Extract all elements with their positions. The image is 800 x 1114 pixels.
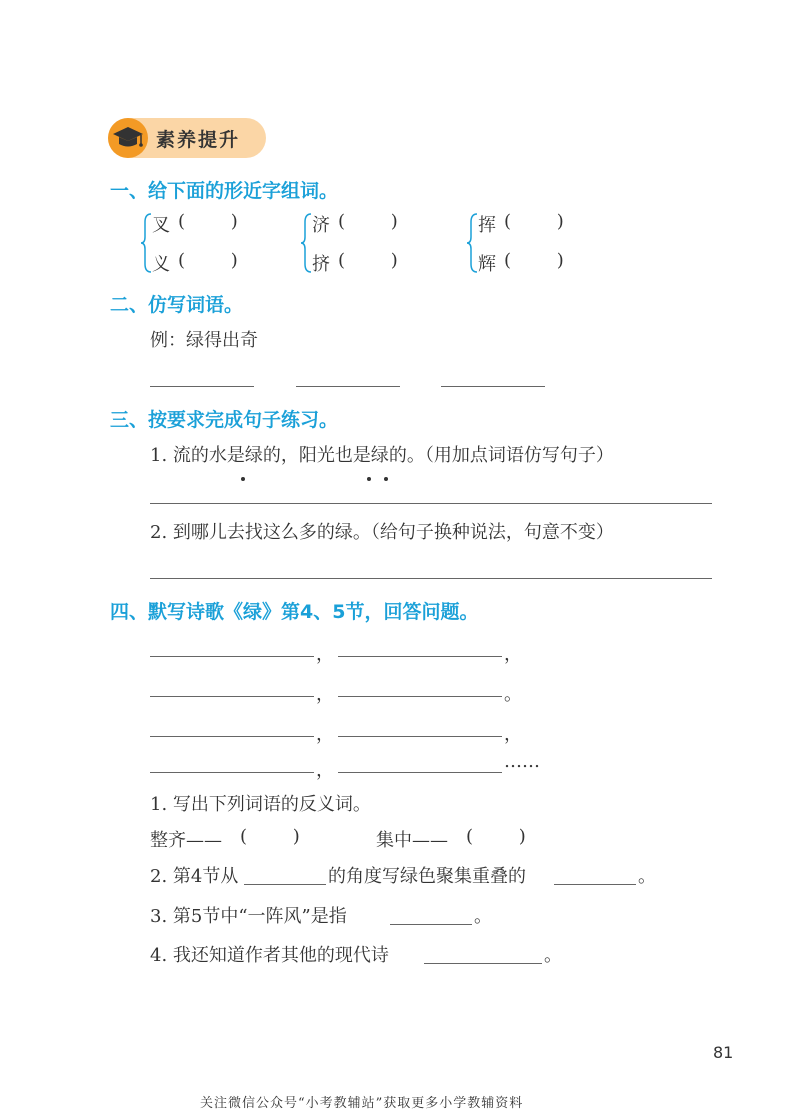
q4-title: 四、默写诗歌《绿》第4、5节，回答问题。 [110, 601, 479, 623]
blank-paren[interactable]: ( ) [178, 211, 238, 232]
comma: ， [504, 644, 522, 665]
poem-line[interactable] [150, 772, 314, 773]
antonym-2: 集中—— [376, 830, 448, 851]
answer-line[interactable] [424, 963, 542, 964]
period: 。 [544, 945, 562, 966]
period: 。 [638, 866, 656, 887]
char-ji: 济 [312, 215, 330, 236]
comma: ， [504, 724, 522, 745]
char-yi: 义 [152, 254, 170, 275]
poem-line[interactable] [338, 696, 502, 697]
emphasis-dot [384, 477, 388, 481]
answer-line[interactable] [390, 924, 472, 925]
graduation-cap-icon [108, 118, 148, 158]
q3-item1: 1. 流的水是绿的，阳光也是绿的。（用加点词语仿写句子） [150, 445, 614, 466]
answer-line[interactable] [441, 386, 545, 387]
q2-title: 二、仿写词语。 [110, 294, 244, 316]
blank-paren[interactable]: ( ) [338, 250, 398, 271]
ellipsis: …… [504, 751, 540, 772]
char-ji2: 挤 [312, 254, 330, 275]
answer-line[interactable] [150, 578, 712, 579]
emphasis-dot [367, 477, 371, 481]
q3-title: 三、按要求完成句子练习。 [110, 409, 339, 431]
emphasis-dot [241, 477, 245, 481]
blank-paren[interactable]: ( ) [466, 826, 526, 847]
q4-sub1: 1. 写出下列词语的反义词。 [150, 794, 371, 815]
page-number: 81 [713, 1043, 734, 1062]
q1-title: 一、给下面的形近字组词。 [110, 180, 339, 202]
blank-paren[interactable]: ( ) [504, 211, 564, 232]
period: 。 [474, 906, 492, 927]
blank-paren[interactable]: ( ) [504, 250, 564, 271]
answer-line[interactable] [554, 884, 636, 885]
comma: ， [316, 644, 334, 665]
badge-label: 素养提升 [156, 129, 241, 151]
blank-paren[interactable]: ( ) [178, 250, 238, 271]
answer-line[interactable] [150, 503, 712, 504]
poem-line[interactable] [150, 696, 314, 697]
answer-line[interactable] [296, 386, 400, 387]
comma: ， [316, 724, 334, 745]
period: 。 [504, 684, 522, 705]
blank-paren[interactable]: ( ) [240, 826, 300, 847]
q4-sub2b: 的角度写绿色聚集重叠的 [328, 866, 526, 887]
comma: ， [316, 684, 334, 705]
antonym-1: 整齐—— [150, 830, 222, 851]
poem-line[interactable] [150, 656, 314, 657]
poem-line[interactable] [338, 656, 502, 657]
q4-sub3: 3. 第5节中“一阵风”是指 [150, 906, 347, 927]
poem-line[interactable] [338, 736, 502, 737]
comma: ， [316, 760, 334, 781]
q3-item2: 2. 到哪儿去找这么多的绿。（给句子换种说法，句意不变） [150, 522, 614, 543]
blank-paren[interactable]: ( ) [338, 211, 398, 232]
q4-sub4: 4. 我还知道作者其他的现代诗 [150, 945, 389, 966]
footer-note: 关注微信公众号“小考教辅站”获取更多小学教辅资料 [200, 1096, 524, 1111]
char-hui: 挥 [478, 215, 496, 236]
q4-sub2a: 2. 第4节从 [150, 866, 239, 887]
answer-line[interactable] [150, 386, 254, 387]
char-hui2: 辉 [478, 254, 496, 275]
q2-example: 例：绿得出奇 [150, 330, 258, 351]
answer-line[interactable] [244, 884, 326, 885]
poem-line[interactable] [338, 772, 502, 773]
poem-line[interactable] [150, 736, 314, 737]
char-cha: 叉 [152, 215, 170, 236]
